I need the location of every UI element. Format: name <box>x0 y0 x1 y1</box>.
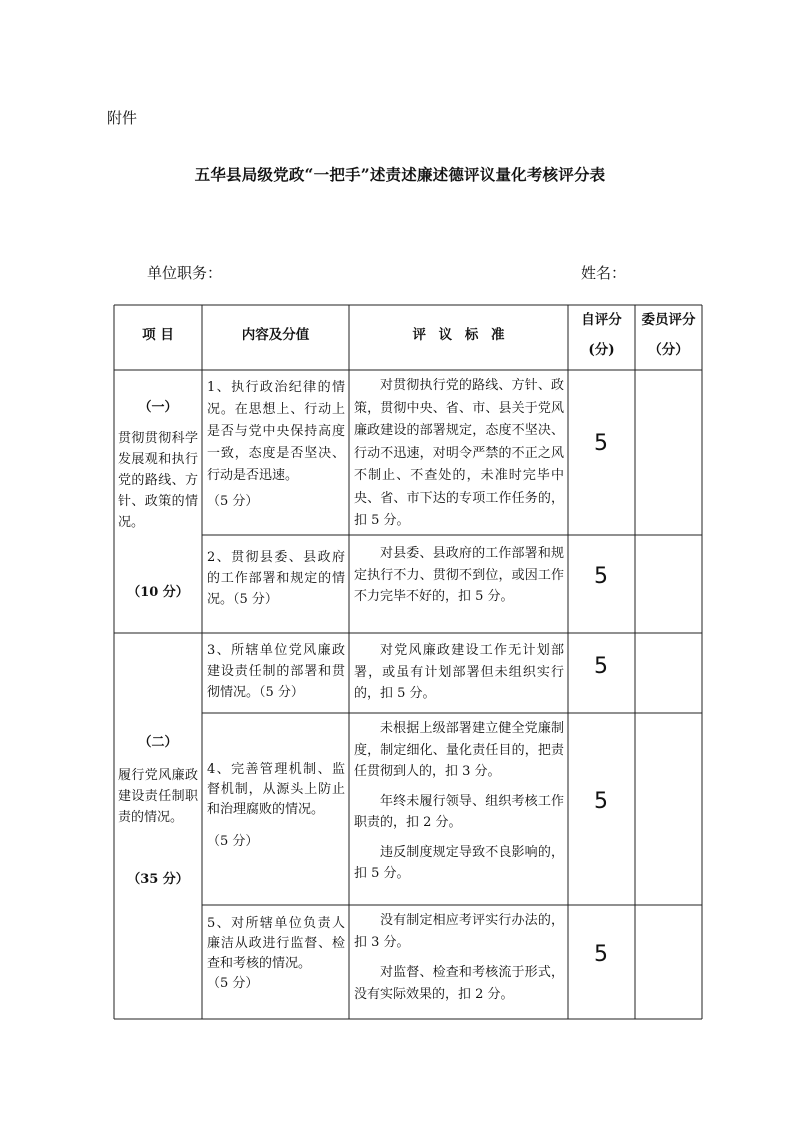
attachment-label: 附件 <box>107 109 138 127</box>
row-3-criteria-text: 对党风廉政建设工作无计划部署，或虽有计划部署但未组织实行的，扣 5 分。 <box>354 643 564 701</box>
section-2-number: （二） <box>138 735 178 750</box>
row-1-self-score: 5 <box>594 431 608 456</box>
header-committee-score <box>635 310 702 360</box>
row-4-content <box>207 760 345 852</box>
row-4-criteria <box>354 718 564 885</box>
name-label: 姓名： <box>581 264 627 282</box>
row-2-criteria-text: 对县委、县政府的工作部署和规定执行不力、贯彻不到位，或因工作不力完毕不好的，扣 5 分。 <box>354 546 564 604</box>
section-1-item <box>118 398 198 603</box>
row-1-criteria <box>354 375 564 533</box>
row-1-content-text: 1、执行政治纪律的情况。在思想上、行动上是否与党中央保持高度一致，态度是否坚决、行动是否迅速。 <box>207 380 345 483</box>
row-4-self-score: 5 <box>594 789 608 814</box>
row-3-content-text: 3、所辖单位党风廉政建设责任制的部署和贯彻情况。（5 分） <box>207 643 345 700</box>
row-5-content <box>207 914 345 994</box>
row-2-content-text: 2、贯彻县委、县政府的工作部署和规定的情况。（5 分） <box>207 550 345 607</box>
row-3-content <box>207 640 345 703</box>
row-4-content-points: （5 分） <box>207 834 259 849</box>
row-1-criteria-text: 对贯彻执行党的路线、方针、政策，贯彻中央、省、市、县关于党风廉政建设的部署规定，态度不坚决、行动不迅速，对明令严禁的不正之风不制止、不查处的，未准时完毕中央、省、市下达的专项工作任务的，扣 5 分。 <box>354 378 564 528</box>
row-5-criteria-text-1: 没有制定相应考评实行办法的，扣 3 分。 <box>354 913 564 950</box>
section-2-points: （35 分） <box>127 872 189 887</box>
section-1-number: （一） <box>138 400 178 415</box>
row-5-self-score: 5 <box>594 942 608 967</box>
section-2-item <box>118 733 198 890</box>
row-4-content-text: 4、完善管理机制、监督机制，从源头上防止和治理腐败的情况。 <box>207 762 345 817</box>
header-committee-score-line2: （分） <box>648 342 689 358</box>
row-4-criteria-text-1: 未根据上级部署建立健全党廉制度，制定细化、量化责任目的，把责任贯彻到人的，扣 3 分。 <box>354 721 564 779</box>
header-self-score-line2: (分) <box>588 342 615 358</box>
row-5-criteria <box>354 910 564 1005</box>
section-2-description: 履行党风廉政建设责任制职责的情况。 <box>118 768 198 825</box>
row-1-content <box>207 377 345 513</box>
header-self-score-line1: 自评分 <box>581 312 622 328</box>
row-4-criteria-text-3: 违反制度规定导致不良影响的，扣 5 分。 <box>354 844 564 881</box>
row-2-self-score: 5 <box>594 564 608 589</box>
row-2-criteria <box>354 543 564 608</box>
section-1-points: （10 分） <box>127 585 189 600</box>
header-item: 项 目 <box>142 327 174 343</box>
row-5-content-text: 5、对所辖单位负责人廉洁从政进行监督、检查和考核的情况。 <box>207 916 345 971</box>
unit-position-label: 单位职务： <box>147 264 223 282</box>
row-5-criteria-text-2: 对监督、检查和考核流于形式，没有实际效果的，扣 2 分。 <box>354 965 564 1002</box>
row-2-content <box>207 547 345 610</box>
row-4-criteria-text-2: 年终未履行领导、组织考核工作职责的，扣 2 分。 <box>354 793 564 830</box>
header-committee-score-line1: 委员评分 <box>641 312 696 328</box>
row-3-criteria <box>354 640 564 705</box>
header-content: 内容及分值 <box>241 327 310 343</box>
header-criteria: 评 议 标 准 <box>412 327 505 343</box>
section-1-description: 贯彻贯彻科学发展观和执行党的路线、方针、政策的情况。 <box>118 431 198 530</box>
page-title: 五华县局级党政“一把手”述责述廉述德评议量化考核评分表 <box>194 165 606 184</box>
header-self-score <box>568 310 635 360</box>
row-3-self-score: 5 <box>594 654 608 679</box>
row-1-content-points: （5 分） <box>207 494 259 509</box>
row-5-content-points: （5 分） <box>207 976 259 991</box>
